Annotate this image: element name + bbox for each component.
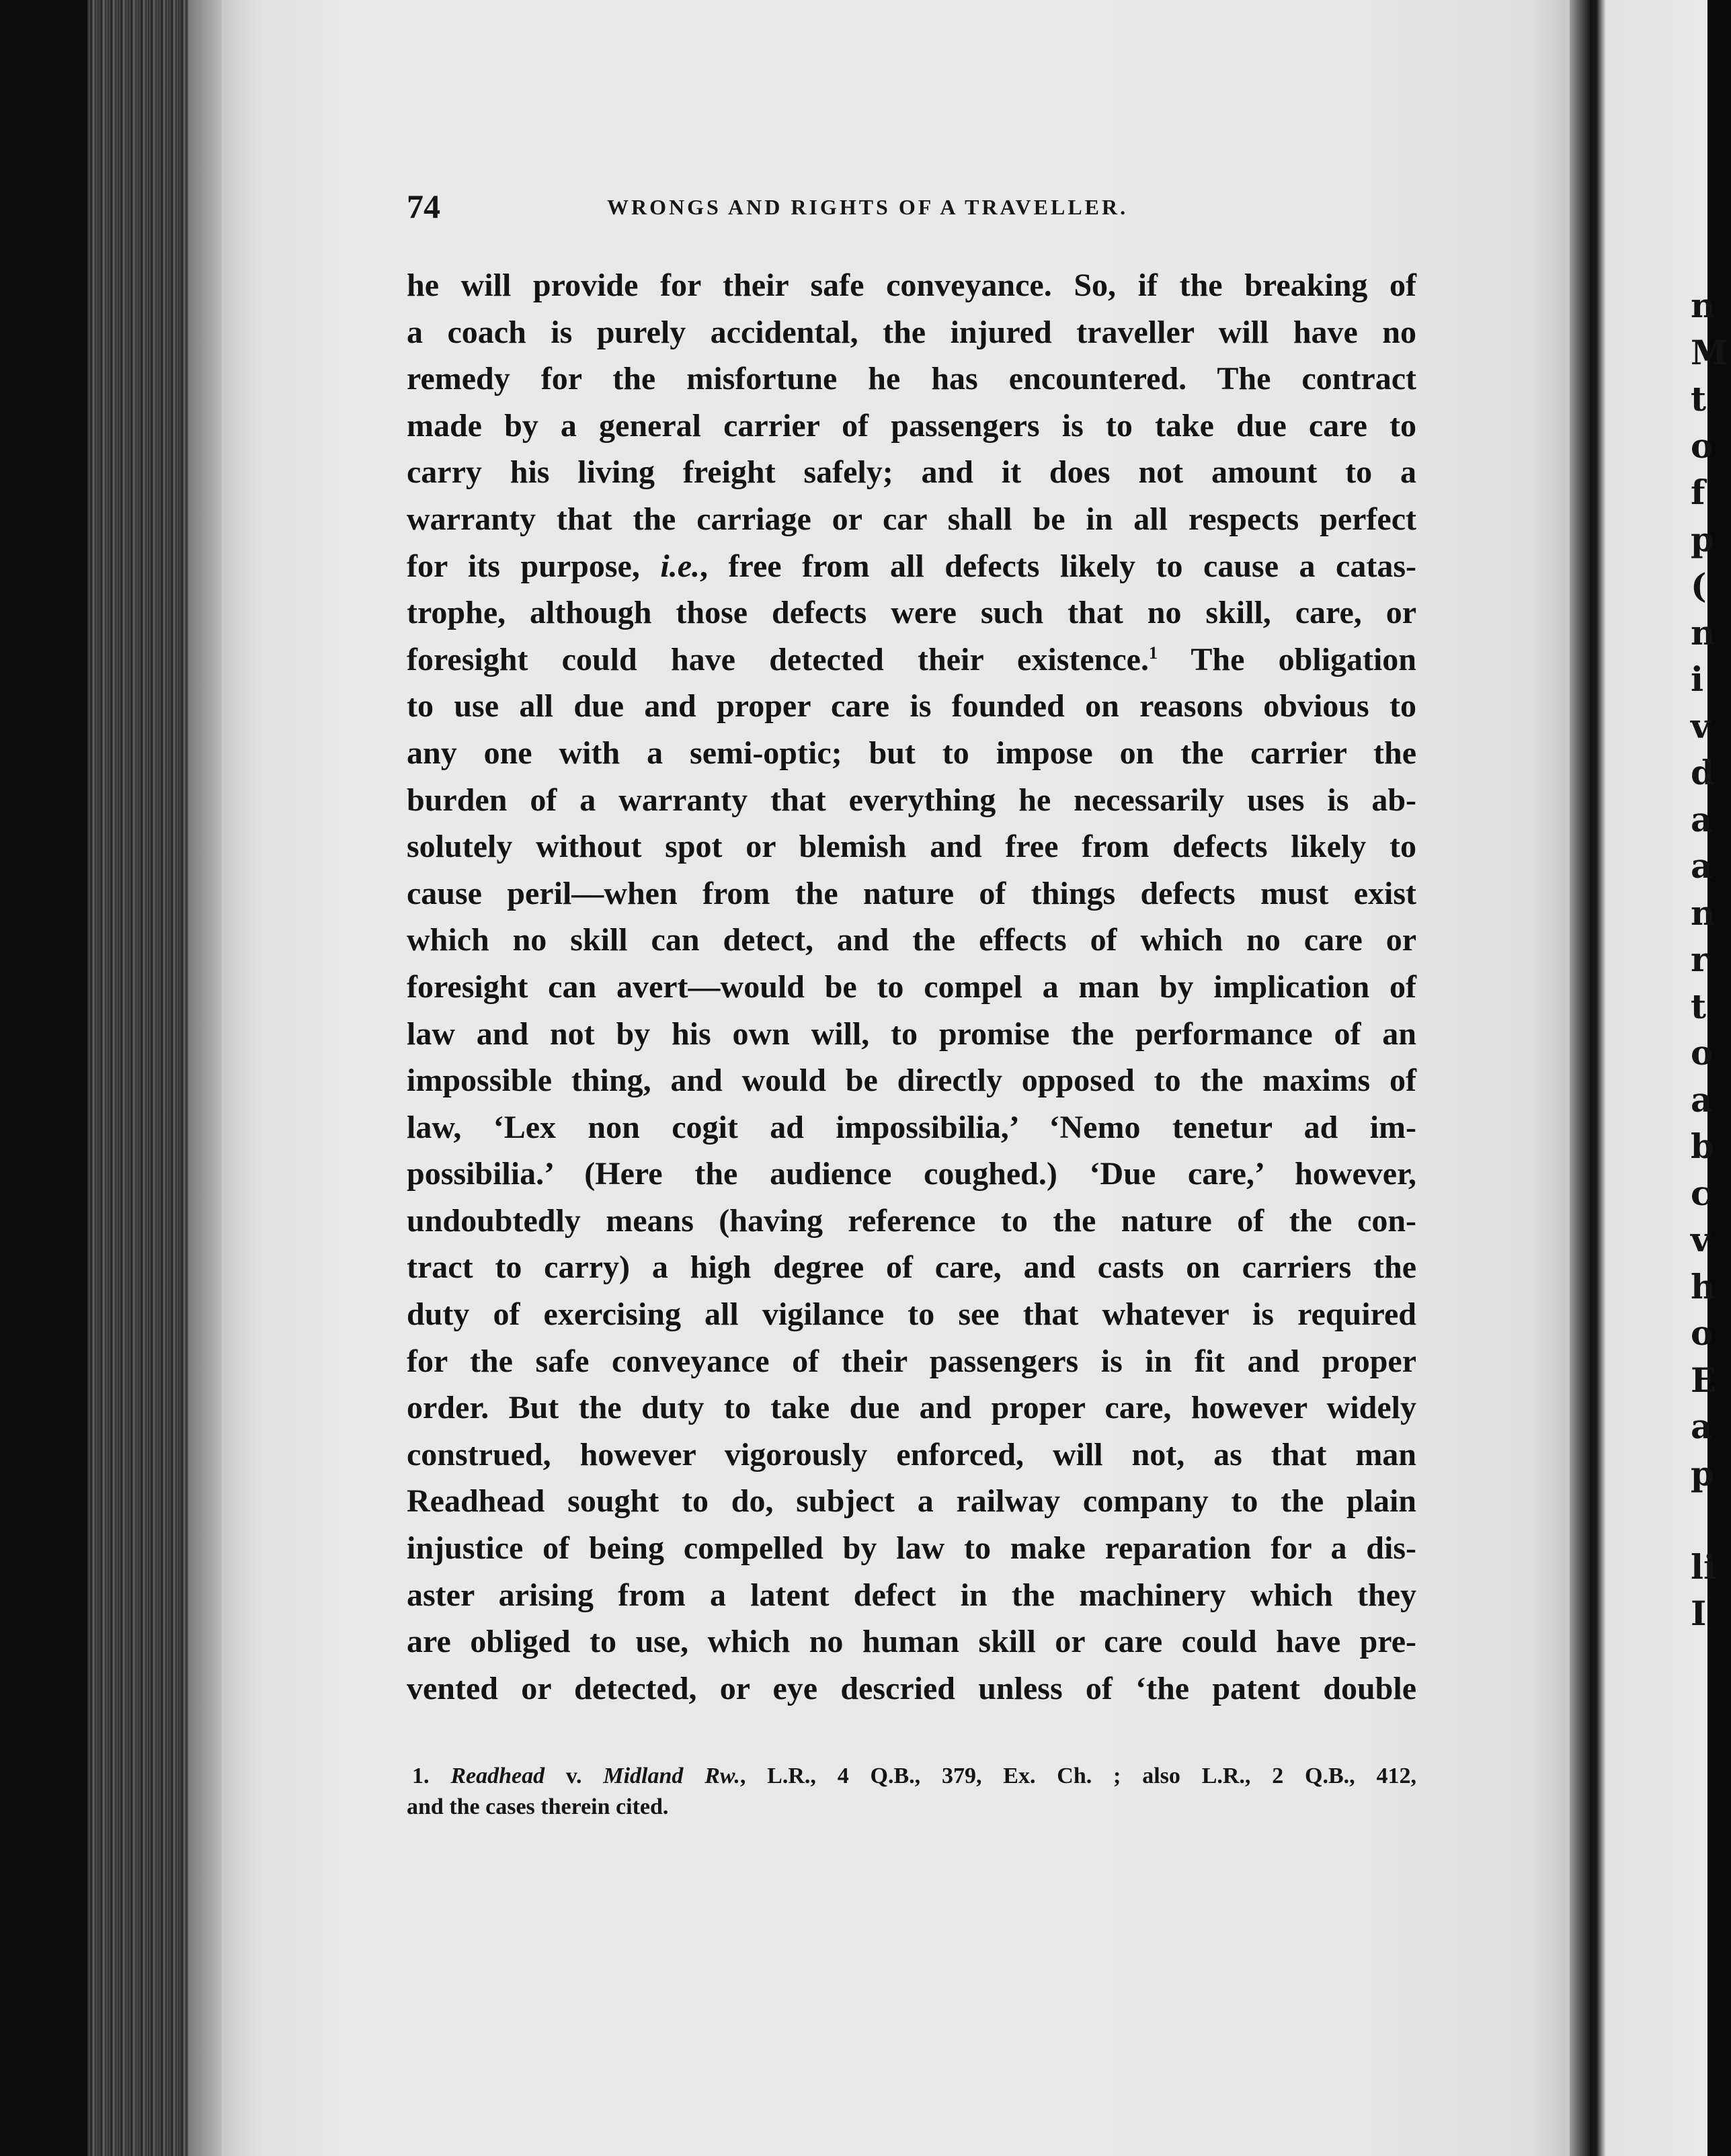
case-name: Midland Rw. (603, 1764, 740, 1788)
text-line: warranty that the carriage or car shall be in all respects perfect (407, 501, 1416, 537)
facing-page-letter: r (1691, 940, 1709, 979)
facing-page-letter: o (1691, 1313, 1714, 1353)
facing-page-letter: f (1691, 472, 1705, 512)
facing-page-letter (1691, 1497, 1731, 1544)
text-line: to use all due and proper care is founded on reasons obvious to (407, 688, 1416, 724)
facing-page-letter: n (1691, 893, 1716, 933)
running-head (407, 187, 1415, 241)
text-line: tract to carry) a high degree of care, and casts on carriers the (407, 1249, 1416, 1286)
facing-page-letter: d (1691, 753, 1714, 792)
facing-page-letter: a (1691, 846, 1713, 886)
text-line: injustice of being compelled by law to make reparation for a dis- (407, 1530, 1416, 1567)
facing-page-letter: n (1691, 286, 1716, 325)
facing-page-letter: o (1691, 1033, 1714, 1073)
text-line: trophe, although those defects were such that no skill, care, or (407, 595, 1416, 631)
facing-page-edge (1590, 0, 1728, 2156)
text-line: vented or detected, or eye descried unless of ‘the patent double (407, 1670, 1416, 1706)
text-line: aster arising from a latent defect in the machinery which they (407, 1577, 1416, 1613)
facing-page-letter: p (1691, 519, 1714, 559)
facing-page-letter: t (1691, 379, 1707, 419)
facing-page-letter: ( (1691, 566, 1707, 606)
text-line: possibilia.’ (Here the audience coughed.) ‘Due care,’ however, (407, 1156, 1416, 1192)
facing-page-letter: I (1691, 1593, 1707, 1633)
text-line: any one with a semi-optic; but to impose on the carrier the (407, 735, 1416, 771)
text-line: construed, however vigorously enforced, will not, as that man (407, 1436, 1416, 1473)
footnote-line (407, 1761, 1416, 1792)
text-line: impossible thing, and would be directly opposed to the maxims of (407, 1063, 1416, 1099)
text-segment: , free from all defects likely to cause a catas- (700, 548, 1417, 584)
text-line: burden of a warranty that everything he necessarily uses is ab- (407, 782, 1416, 818)
text-line: duty of exercising all vigilance to see that whatever is required (407, 1296, 1416, 1333)
italic-abbreviation: i.e. (660, 548, 700, 584)
facing-page-letter: li (1691, 1546, 1716, 1587)
facing-page-letters (1691, 282, 1731, 1637)
text-line: order. But the duty to take due and proper care, however widely (407, 1390, 1416, 1426)
scan-background (0, 0, 87, 2156)
footnote-number: 1. (412, 1764, 430, 1788)
facing-page-letter: h (1691, 1266, 1716, 1307)
text-line: undoubtedly means (having reference to the nature of the con- (407, 1202, 1416, 1239)
facing-page-letter: b (1691, 1126, 1714, 1166)
facing-page-letter: t (1691, 986, 1707, 1026)
text-line: for the safe conveyance of their passengers is in fit and proper (407, 1343, 1416, 1379)
text-line: Readhead sought to do, subject a railway company to the plain (407, 1483, 1416, 1520)
facing-page-letter: a (1691, 1407, 1713, 1446)
footnote-line: and the cases therein cited. (407, 1794, 669, 1819)
facing-page-letter: n (1691, 612, 1716, 653)
facing-page-letter: i (1691, 659, 1703, 699)
footnote-marker: 1 (1148, 642, 1158, 663)
book-gutter (1570, 0, 1590, 2156)
book-page-edges (87, 0, 222, 2156)
facing-page-letter: E (1691, 1360, 1717, 1400)
footnote (407, 1761, 1416, 1823)
text-segment: foresight could have detected their existence. (407, 641, 1149, 677)
facing-page-letter: p (1691, 1453, 1714, 1493)
case-name: Readhead (450, 1764, 545, 1788)
text-line: a coach is purely accidental, the injured traveller will have no (407, 314, 1416, 350)
text-line (407, 543, 1416, 590)
text-line: law, ‘Lex non cogit ad impossibilia,’ ‘Nemo tenetur ad im- (407, 1109, 1416, 1145)
body-text (407, 262, 1416, 1712)
text-line: law and not by his own will, to promise the performance of an (407, 1015, 1416, 1052)
text-segment: v. (545, 1764, 604, 1788)
facing-page-letter: o (1691, 425, 1714, 466)
facing-page-letter: c (1691, 1173, 1712, 1213)
facing-page-letter: a (1691, 1079, 1713, 1120)
running-title: WRONGS AND RIGHTS OF A TRAVELLER. (607, 195, 1129, 219)
page-number: 74 (407, 188, 440, 225)
text-line: carry his living freight safely; and it does not amount to a (407, 454, 1416, 491)
text-line: foresight can avert—would be to compel a man by implication of (407, 968, 1416, 1005)
text-line: are obliged to use, which no human skill or care could have pre- (407, 1624, 1416, 1660)
text-segment: for its purpose, (407, 548, 661, 584)
text-line: cause peril—when from the nature of things defects must exist (407, 875, 1416, 911)
citation: , L.R., 4 Q.B., 379, Ex. Ch. ; also L.R., 2 Q.B., 412, (739, 1764, 1416, 1788)
facing-page-letter: v (1691, 706, 1711, 746)
facing-page-letter: v (1691, 1220, 1711, 1259)
text-line: remedy for the misfortune he has encountered. The contract (407, 361, 1416, 397)
text-segment: The obligation (1157, 641, 1417, 677)
facing-page-letter: M (1691, 332, 1728, 372)
text-line: he will provide for their safe conveyance. So, if the breaking of (407, 267, 1416, 303)
text-line: which no skill can detect, and the effects of which no care or (407, 922, 1416, 958)
text-line: solutely without spot or blemish and free from defects likely to (407, 829, 1416, 865)
text-line (407, 636, 1416, 683)
text-line: made by a general carrier of passengers is to take due care to (407, 407, 1416, 444)
facing-page-letter: a (1691, 799, 1713, 839)
